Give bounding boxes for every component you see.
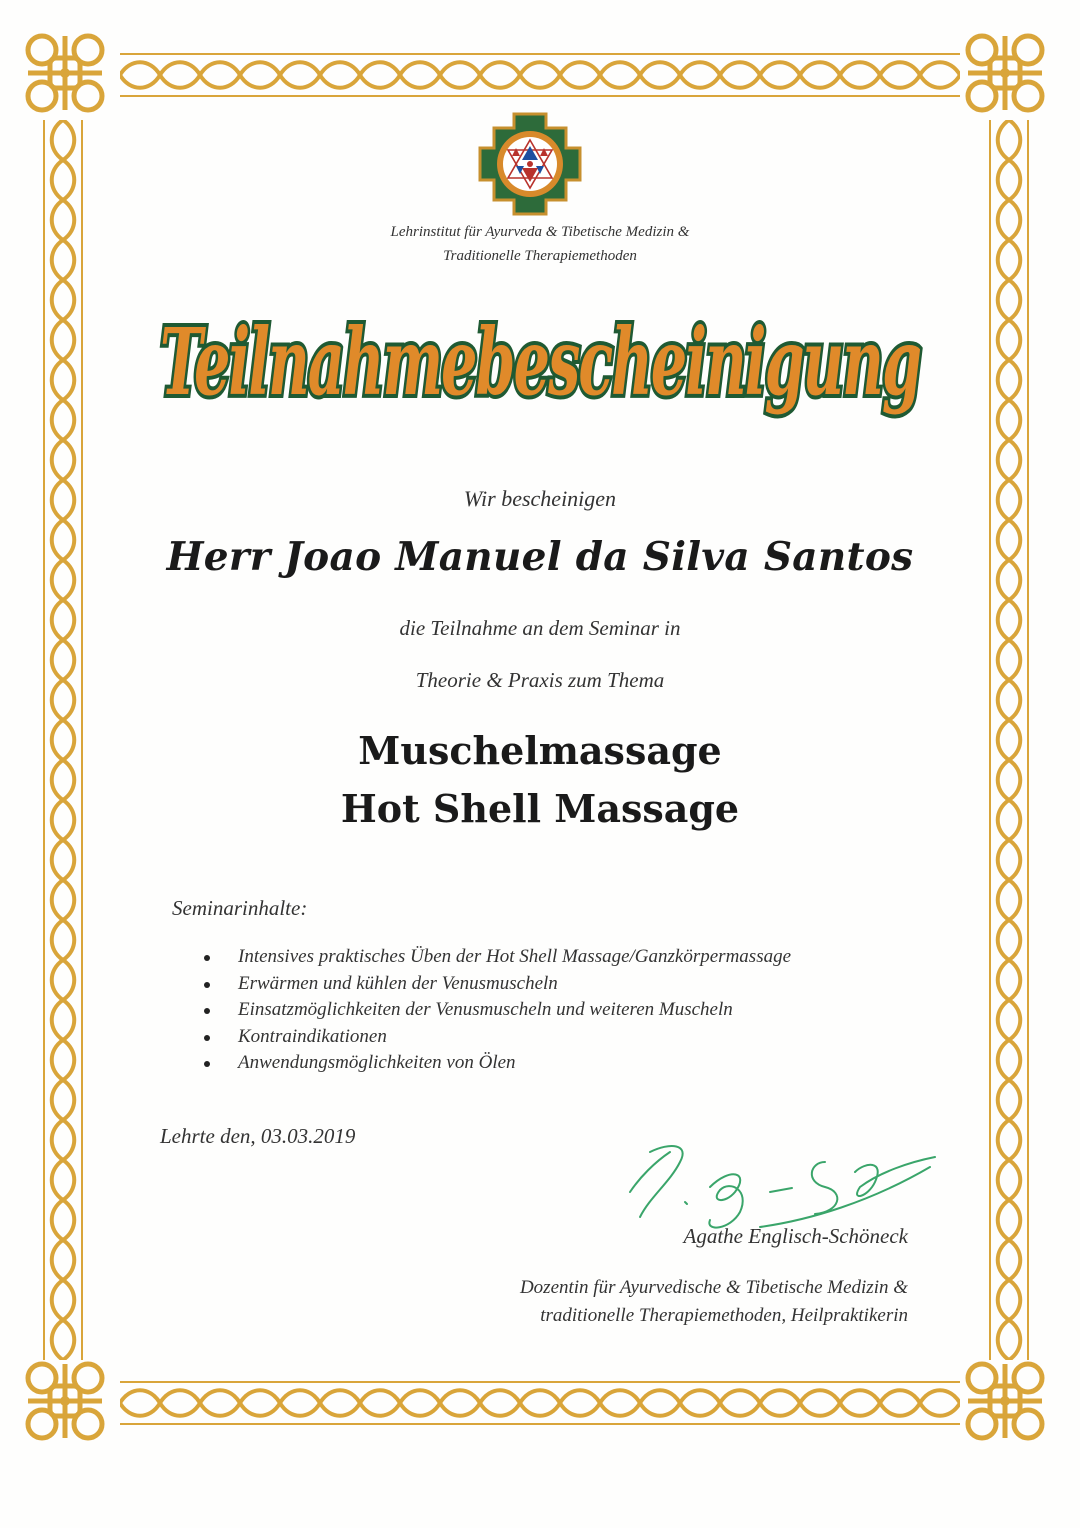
list-item: Intensives praktisches Üben der Hot Shell Massage/Ganzkörpermassage [200, 944, 791, 971]
certificate-title-text: Teilnahmebescheinigung [160, 308, 921, 416]
border-top [120, 50, 960, 100]
institute-line-2: Traditionelle Therapiemethoden [443, 248, 637, 264]
corner-knot-ornament [16, 24, 114, 122]
topic-line-text: Theorie & Praxis zum Thema [415, 668, 665, 692]
topic-german: Muschelmassage [358, 728, 722, 773]
intro-text: Wir bescheinigen [463, 486, 617, 511]
participation-text: die Teilnahme an dem Seminar in [399, 616, 681, 640]
seminar-topic [100, 722, 980, 838]
corner-knot-ornament [956, 1352, 1054, 1450]
list-item: Erwärmen und kühlen der Venusmuscheln [200, 971, 791, 998]
list-item: Kontraindikationen [200, 1024, 791, 1051]
border-bottom [120, 1378, 960, 1428]
topic-english: Hot Shell Massage [340, 786, 740, 831]
yantra-logo-icon [476, 110, 584, 218]
signer-name: Agathe Englisch-Schöneck [683, 1224, 908, 1248]
list-item: Einsatzmöglichkeiten der Venusmuscheln und weiteren Muscheln [200, 997, 791, 1024]
contents-heading: Seminarinhalte: [172, 896, 308, 920]
institute-line-1: Lehrinstitut für Ayurveda & Tibetische Medizin & [390, 224, 690, 240]
contents-list [200, 944, 791, 1077]
role-line-2: traditionelle Therapiemethoden, Heilpraktikerin [540, 1305, 908, 1326]
institute-name [100, 220, 980, 268]
role-line-1: Dozentin für Ayurvedische & Tibetische Medizin & [519, 1277, 908, 1298]
certificate-title [60, 288, 1020, 428]
signer-role [520, 1274, 908, 1330]
corner-knot-ornament [16, 1352, 114, 1450]
corner-knot-ornament [956, 24, 1054, 122]
place-date: Lehrte den, 03.03.2019 [160, 1124, 356, 1148]
list-item: Anwendungsmöglichkeiten von Ölen [200, 1050, 791, 1077]
recipient-name: Herr Joao Manuel da Silva Santos [166, 534, 914, 580]
